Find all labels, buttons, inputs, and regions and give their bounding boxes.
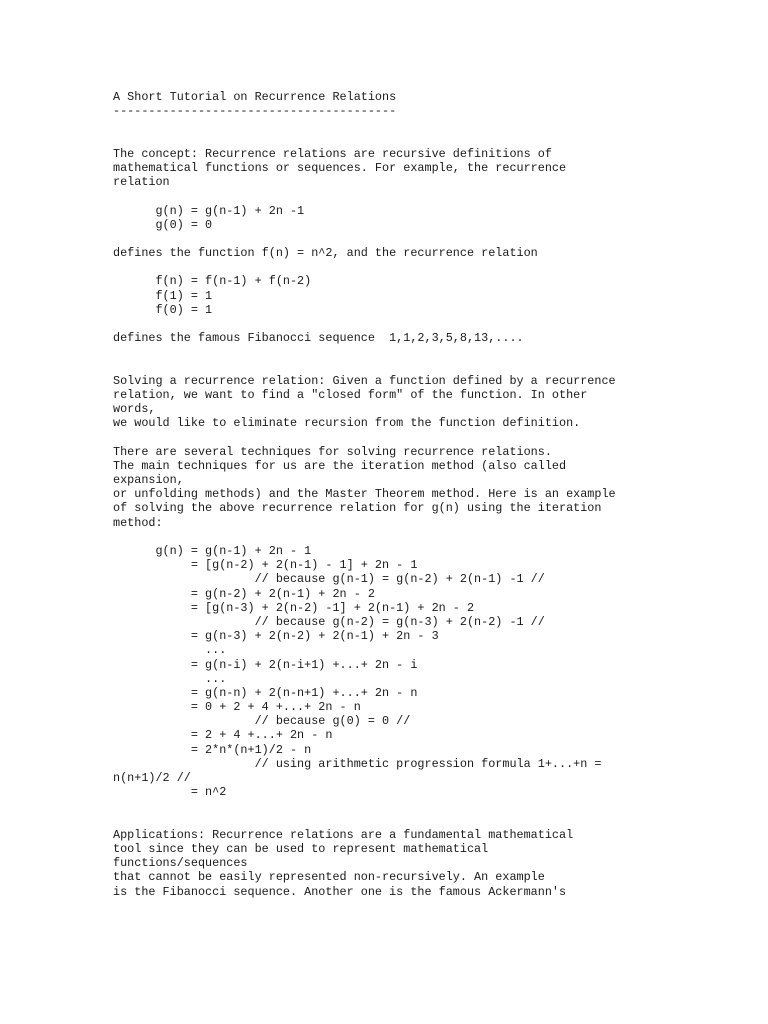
- text-line: method:: [113, 515, 163, 530]
- text-line: or unfolding methods) and the Master Theorem method. Here is an example: [113, 487, 616, 502]
- text-line: [113, 260, 616, 274]
- text-line: we would like to eliminate recursion from the function definition.: [113, 416, 581, 431]
- document-title: A Short Tutorial on Recurrence Relations: [113, 90, 397, 104]
- text-line: ...: [113, 643, 227, 658]
- text-line: that cannot be easily represented non-recursively. An example: [113, 870, 545, 885]
- text-line: [113, 799, 616, 813]
- text-line: relation: [113, 175, 170, 190]
- text-line: [113, 317, 616, 331]
- text-line: mathematical functions or sequences. For example, the recurrence: [113, 160, 567, 175]
- text-line: [113, 189, 616, 203]
- text-line: relation, we want to find a "closed form" of the function. In other: [113, 387, 588, 402]
- text-line: expansion,: [113, 473, 184, 488]
- text-line: = n^2: [113, 785, 227, 800]
- text-line: = 2 + 4 +...+ 2n - n: [113, 728, 333, 743]
- text-line: functions/sequences: [113, 856, 248, 871]
- text-line: Solving a recurrence relation: Given a function defined by a recurrence: [113, 373, 616, 388]
- text-line: g(n) = g(n-1) + 2n - 1: [113, 544, 312, 558]
- text-line: tool since they can be used to represent mathematical: [113, 841, 489, 856]
- text-line: ...: [113, 671, 227, 686]
- text-line: [113, 814, 616, 828]
- text-line: f(0) = 1: [113, 302, 213, 317]
- text-line: [113, 530, 616, 544]
- text-line: = g(n-2) + 2(n-1) + 2n - 2: [113, 586, 375, 601]
- text-line: [113, 133, 616, 147]
- text-line: = 2*n*(n+1)/2 - n: [113, 742, 312, 757]
- text-line: g(n) = g(n-1) + 2n -1: [113, 203, 305, 218]
- text-line: [113, 431, 616, 445]
- text-line: words,: [113, 402, 156, 417]
- title-underline: ----------------------------------------: [113, 104, 397, 119]
- tutorial-text: [113, 90, 616, 899]
- text-line: f(1) = 1: [113, 288, 213, 303]
- text-line: There are several techniques for solving recurrence relations.: [113, 444, 552, 459]
- text-line: // because g(n-2) = g(n-3) + 2(n-2) -1 //: [113, 614, 545, 629]
- text-line: = [g(n-2) + 2(n-1) - 1] + 2n - 1: [113, 558, 418, 573]
- text-line: = 0 + 2 + 4 +...+ 2n - n: [113, 700, 361, 715]
- text-line: [113, 345, 616, 359]
- text-line: defines the function f(n) = n^2, and the recurrence relation: [113, 246, 538, 261]
- text-line: // because g(0) = 0 //: [113, 714, 411, 729]
- text-line: // using arithmetic progression formula 1+...+n =: [113, 756, 602, 771]
- text-line: of solving the above recurrence relation for g(n) using the iteration: [113, 501, 602, 516]
- text-line: = g(n-i) + 2(n-i+1) +...+ 2n - i: [113, 657, 418, 672]
- text-line: // because g(n-1) = g(n-2) + 2(n-1) -1 //: [113, 572, 545, 587]
- text-line: [113, 360, 616, 374]
- text-line: g(0) = 0: [113, 217, 213, 232]
- text-line: [113, 232, 616, 246]
- text-line: [113, 118, 616, 132]
- text-line: = g(n-n) + 2(n-n+1) +...+ 2n - n: [113, 685, 418, 700]
- text-line: = g(n-3) + 2(n-2) + 2(n-1) + 2n - 3: [113, 629, 439, 644]
- text-line: Applications: Recurrence relations are a fundamental mathematical: [113, 827, 574, 842]
- text-line: defines the famous Fibanocci sequence 1,1,2,3,5,8,13,....: [113, 331, 524, 346]
- text-line: is the Fibanocci sequence. Another one is the famous Ackermann's: [113, 884, 567, 899]
- text-line: f(n) = f(n-1) + f(n-2): [113, 274, 312, 289]
- text-line: The concept: Recurrence relations are recursive definitions of: [113, 146, 552, 161]
- text-line: The main techniques for us are the iteration method (also called: [113, 458, 567, 473]
- text-line: n(n+1)/2 //: [113, 771, 191, 785]
- text-line: = [g(n-3) + 2(n-2) -1] + 2(n-1) + 2n - 2: [113, 600, 475, 615]
